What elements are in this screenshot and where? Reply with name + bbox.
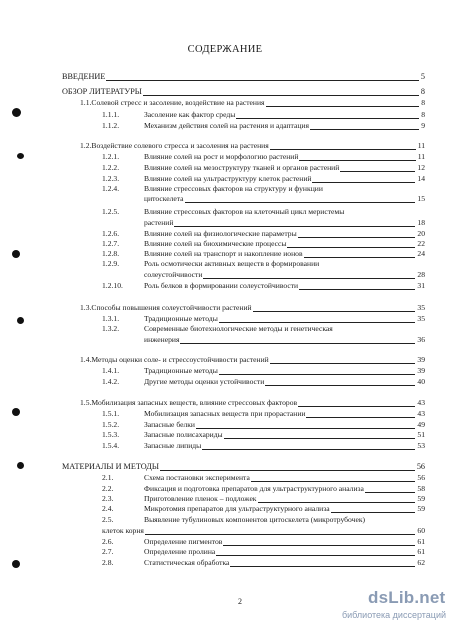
toc-entry-title: 1.3.Способы повышения солеустойчивости растений xyxy=(80,303,252,312)
toc-entry-page: 62 xyxy=(417,558,425,567)
toc-entry-page: 36 xyxy=(417,335,425,344)
toc-entry-number: 1.2.8. xyxy=(102,249,120,258)
toc-leader-line xyxy=(299,289,415,290)
toc-entry-title: Микротомия препаратов для ультраструктурного анализа xyxy=(144,504,330,513)
toc-entry-title: Механизм действия солей на растения и адаптация xyxy=(144,121,309,130)
toc-leader-line xyxy=(340,171,415,172)
toc-leader-line xyxy=(287,247,415,248)
toc-entry-page: 43 xyxy=(417,398,425,407)
toc-entry-number: 1.2.10. xyxy=(102,281,123,290)
toc-entry xyxy=(62,281,425,291)
toc-entry-number: 1.2.1. xyxy=(102,152,120,161)
toc-entry-page: 12 xyxy=(417,163,425,172)
toc-entry xyxy=(62,270,425,280)
toc-entry-number: 1.5.3. xyxy=(102,430,120,439)
toc-leader-line xyxy=(266,106,420,107)
toc-entry xyxy=(62,335,425,345)
toc-entry xyxy=(62,184,425,194)
toc-entry-title: Запасные полисахариды xyxy=(144,430,223,439)
toc-leader-line xyxy=(270,149,416,150)
toc-entry xyxy=(62,462,425,472)
toc-entry-page: 39 xyxy=(417,355,425,364)
toc-entry xyxy=(62,420,425,430)
toc-entry-title: Выявление тубулиновых компонентов цитоскелета (микротрубочек) xyxy=(144,515,366,524)
toc-entry xyxy=(62,377,425,387)
toc-entry-number: 2.5. xyxy=(102,515,114,524)
toc-entry-page: 28 xyxy=(417,270,425,279)
toc-entry-title: Фиксация и подготовка препаратов для ультраструктурного анализа xyxy=(144,484,364,493)
toc-entry xyxy=(62,194,425,204)
toc-leader-line xyxy=(196,428,415,429)
toc-entry xyxy=(62,303,425,313)
toc-entry-title: Влияние солей на рост и морфологию растений xyxy=(144,152,299,161)
toc-leader-line xyxy=(298,237,416,238)
toc-entry-page: 31 xyxy=(417,281,425,290)
toc-leader-line xyxy=(236,118,419,119)
toc-entry-number: 1.2.2. xyxy=(102,163,120,172)
toc-leader-line xyxy=(312,182,415,183)
toc-entry-page: 43 xyxy=(417,409,425,418)
toc-entry-page: 11 xyxy=(417,141,425,150)
toc-leader-line xyxy=(145,534,416,535)
toc-entry xyxy=(62,366,425,376)
toc-leader-line xyxy=(180,343,415,344)
toc-entry-page: 15 xyxy=(417,194,425,203)
toc-entry xyxy=(62,207,425,217)
toc-entry-page: 59 xyxy=(417,494,425,503)
toc-entry-number: 2.3. xyxy=(102,494,114,503)
toc-entry-title: 1.4.Методы оценки соле- и стрессоустойчивости растений xyxy=(80,355,269,364)
toc-entry-number: 1.4.2. xyxy=(102,377,120,386)
toc-entry-title: 1.5.Мобилизация запасных веществ, влияние стрессовых факторов xyxy=(80,398,298,407)
toc-entry xyxy=(62,98,425,108)
toc-entry xyxy=(62,494,425,504)
toc-entry xyxy=(62,409,425,419)
toc-entry xyxy=(62,121,425,131)
toc-entry-title: Запасные липиды xyxy=(144,441,202,450)
toc-entry-page: 61 xyxy=(417,547,425,556)
toc-entry-number: 1.2.6. xyxy=(102,229,120,238)
toc-entry-title: Роль осмотически активных веществ в формировании xyxy=(144,259,320,268)
toc-leader-line xyxy=(310,129,419,130)
toc-leader-line xyxy=(230,566,415,567)
toc-entry-title: МАТЕРИАЛЫ И МЕТОДЫ xyxy=(62,462,159,471)
toc-entry-page: 49 xyxy=(417,420,425,429)
toc-entry-title: Влияние солей на транспорт и накопление ионов xyxy=(144,249,303,258)
toc-leader-line xyxy=(306,417,415,418)
toc-leader-line xyxy=(224,438,416,439)
toc-entry-title: Влияние солей на ультраструктуру клеток растений xyxy=(144,174,312,183)
toc-entry-page: 5 xyxy=(420,72,425,81)
toc-entry-title: ОБЗОР ЛИТЕРАТУРЫ xyxy=(62,87,142,96)
toc-leader-line xyxy=(174,226,415,227)
toc-entry xyxy=(62,218,425,228)
toc-entry-title: Другие методы оценки устойчивости xyxy=(144,377,265,386)
toc-entry xyxy=(62,558,425,568)
toc-entry-title: Влияние стрессовых факторов на клеточный цикл меристемы xyxy=(144,207,345,216)
toc-entry xyxy=(62,537,425,547)
toc-entry-number: 1.5.1. xyxy=(102,409,120,418)
toc-entry-title: Схема постановки эксперимента xyxy=(144,473,250,482)
toc-leader-line xyxy=(216,555,415,556)
toc-leader-line xyxy=(185,202,416,203)
toc-entry-title: Традиционные методы xyxy=(144,366,218,375)
toc-leader-line xyxy=(299,160,415,161)
binding-hole-mark xyxy=(17,153,24,159)
toc-entry-page: 61 xyxy=(417,537,425,546)
toc-entry-number: 1.2.4. xyxy=(102,184,120,193)
toc-leader-line xyxy=(365,492,416,493)
toc-entry xyxy=(62,473,425,483)
toc-entry-page: 8 xyxy=(421,98,425,107)
binding-hole-mark xyxy=(12,408,20,416)
watermark xyxy=(341,588,446,620)
toc-leader-line xyxy=(203,278,415,279)
toc-entry xyxy=(62,110,425,120)
toc-entry-page: 39 xyxy=(417,366,425,375)
toc-entry-page: 51 xyxy=(417,430,425,439)
toc-entry-number: 1.4.1. xyxy=(102,366,120,375)
toc-entry xyxy=(62,87,425,97)
toc-entry xyxy=(62,141,425,151)
toc-entry-title: растений xyxy=(144,218,174,227)
toc-entry-number: 1.2.3. xyxy=(102,174,120,183)
toc-entry-title: Приготовление пленок – подложек xyxy=(144,494,257,503)
toc-leader-line xyxy=(219,322,416,323)
toc-entry-number: 2.7. xyxy=(102,547,114,556)
toc-entry-title: Статистическая обработка xyxy=(144,558,230,567)
toc-entry-page: 20 xyxy=(417,229,425,238)
toc-entry-title: Влияние стрессовых факторов на структуру и функции xyxy=(144,184,323,193)
toc-leader-line xyxy=(106,80,419,81)
binding-hole-mark xyxy=(12,250,20,258)
toc-entry-number: 1.2.9. xyxy=(102,259,120,268)
toc-entry-number: 2.2. xyxy=(102,484,114,493)
toc-entry-number: 1.5.2. xyxy=(102,420,120,429)
toc-entry-page: 18 xyxy=(417,218,425,227)
toc-leader-line xyxy=(223,545,415,546)
toc-entry-page: 9 xyxy=(421,121,425,130)
toc-entry-page: 24 xyxy=(417,249,425,258)
toc-entry xyxy=(62,152,425,162)
toc-entry xyxy=(62,515,425,525)
toc-entry-number: 1.2.7. xyxy=(102,239,120,248)
toc-entry xyxy=(62,441,425,451)
toc-entry-title: Засоление как фактор среды xyxy=(144,110,236,119)
toc-entry-title: ВВЕДЕНИЕ xyxy=(62,72,106,81)
toc-entry-page: 56 xyxy=(416,462,425,471)
toc-leader-line xyxy=(331,512,416,513)
toc-entry-title: Роль белков в формировании солеустойчивости xyxy=(144,281,299,290)
toc-entry-title: 1.2.Воздействие солевого стресса и засоления на растения xyxy=(80,141,269,150)
toc-leader-line xyxy=(258,502,416,503)
toc-entry-number: 1.3.2. xyxy=(102,324,120,333)
binding-hole-mark xyxy=(17,462,24,469)
toc-entry xyxy=(62,547,425,557)
toc-entry-number: 1.1.2. xyxy=(102,121,120,130)
toc-entry xyxy=(62,249,425,259)
toc-leader-line xyxy=(265,385,415,386)
toc-entry xyxy=(62,526,425,536)
toc-entry-title: Современные биотехнологические методы и генетическая xyxy=(144,324,333,333)
toc-entry-page: 56 xyxy=(417,473,425,482)
toc-entry-page: 11 xyxy=(417,152,425,161)
toc-entry-title: инженерия xyxy=(144,335,180,344)
binding-hole-mark xyxy=(12,560,20,568)
toc-entry-title: Определение пигментов xyxy=(144,537,223,546)
toc-entry-page: 58 xyxy=(417,484,425,493)
toc-entry-page: 14 xyxy=(417,174,425,183)
toc-leader-line xyxy=(143,95,419,96)
toc-entry-number: 2.1. xyxy=(102,473,114,482)
binding-hole-mark xyxy=(17,317,24,324)
toc-entry-title: Влияние солей на мезоструктуру тканей и органов растений xyxy=(144,163,340,172)
toc-entry-title: Влияние солей на физиологические параметры xyxy=(144,229,297,238)
toc-entry-title: 1.1.Солевой стресс и засоление, воздействие на растения xyxy=(80,98,265,107)
toc-leader-line xyxy=(304,257,416,258)
toc-entry-page: 53 xyxy=(417,441,425,450)
watermark-tagline: библиотека диссертаций xyxy=(341,610,446,620)
toc-entry-page: 8 xyxy=(420,87,425,96)
toc-entry-page: 22 xyxy=(417,239,425,248)
toc-entry xyxy=(62,174,425,184)
toc-leader-line xyxy=(298,406,415,407)
toc-entry xyxy=(62,398,425,408)
toc-entry-title: цитоскелета xyxy=(144,194,184,203)
toc-entry-page: 40 xyxy=(417,377,425,386)
toc-entry-number: 2.6. xyxy=(102,537,114,546)
toc-entry-page: 59 xyxy=(417,504,425,513)
toc-leader-line xyxy=(160,470,415,471)
toc-entry xyxy=(62,324,425,334)
toc-entry xyxy=(62,259,425,269)
watermark-brand: dsLib.net xyxy=(368,588,446,607)
page-number: 2 xyxy=(238,597,242,606)
toc-entry-number: 2.4. xyxy=(102,504,114,513)
toc-entry-page: 35 xyxy=(417,303,425,312)
toc-entry xyxy=(62,314,425,324)
toc-entry xyxy=(62,484,425,494)
toc-entry-number: 1.2.5. xyxy=(102,207,120,216)
toc-entry-number: 1.5.4. xyxy=(102,441,120,450)
toc-entry-title: Определение пролина xyxy=(144,547,216,556)
toc-entry xyxy=(62,430,425,440)
toc-entry-page: 35 xyxy=(417,314,425,323)
toc-entry-page: 8 xyxy=(421,110,425,119)
toc-entry-title: Традиционные методы xyxy=(144,314,218,323)
toc-leader-line xyxy=(219,374,416,375)
toc-entry-title: клеток корня xyxy=(102,526,144,535)
toc-entry-number: 2.8. xyxy=(102,558,114,567)
toc-leader-line xyxy=(253,311,416,312)
toc-entry xyxy=(62,355,425,365)
toc-leader-line xyxy=(202,449,415,450)
toc-leader-line xyxy=(251,481,416,482)
toc-leader-line xyxy=(270,363,416,364)
toc-entry-page: 60 xyxy=(417,526,425,535)
page-title: СОДЕРЖАНИЕ xyxy=(187,44,263,55)
toc-entry xyxy=(62,163,425,173)
toc-entry-title: Запасные белки xyxy=(144,420,195,429)
toc-entry-title: Мобилизация запасных веществ при прорастании xyxy=(144,409,306,418)
toc-entry xyxy=(62,504,425,514)
toc-entry-number: 1.3.1. xyxy=(102,314,120,323)
toc-entry-title: Влияние солей на биохимические процессы xyxy=(144,239,287,248)
toc-entry-number: 1.1.1. xyxy=(102,110,120,119)
toc-entry xyxy=(62,229,425,239)
binding-hole-mark xyxy=(12,108,21,117)
toc-entry-title: солеустойчивости xyxy=(144,270,203,279)
toc-entry xyxy=(62,239,425,249)
toc-entry xyxy=(62,72,425,82)
